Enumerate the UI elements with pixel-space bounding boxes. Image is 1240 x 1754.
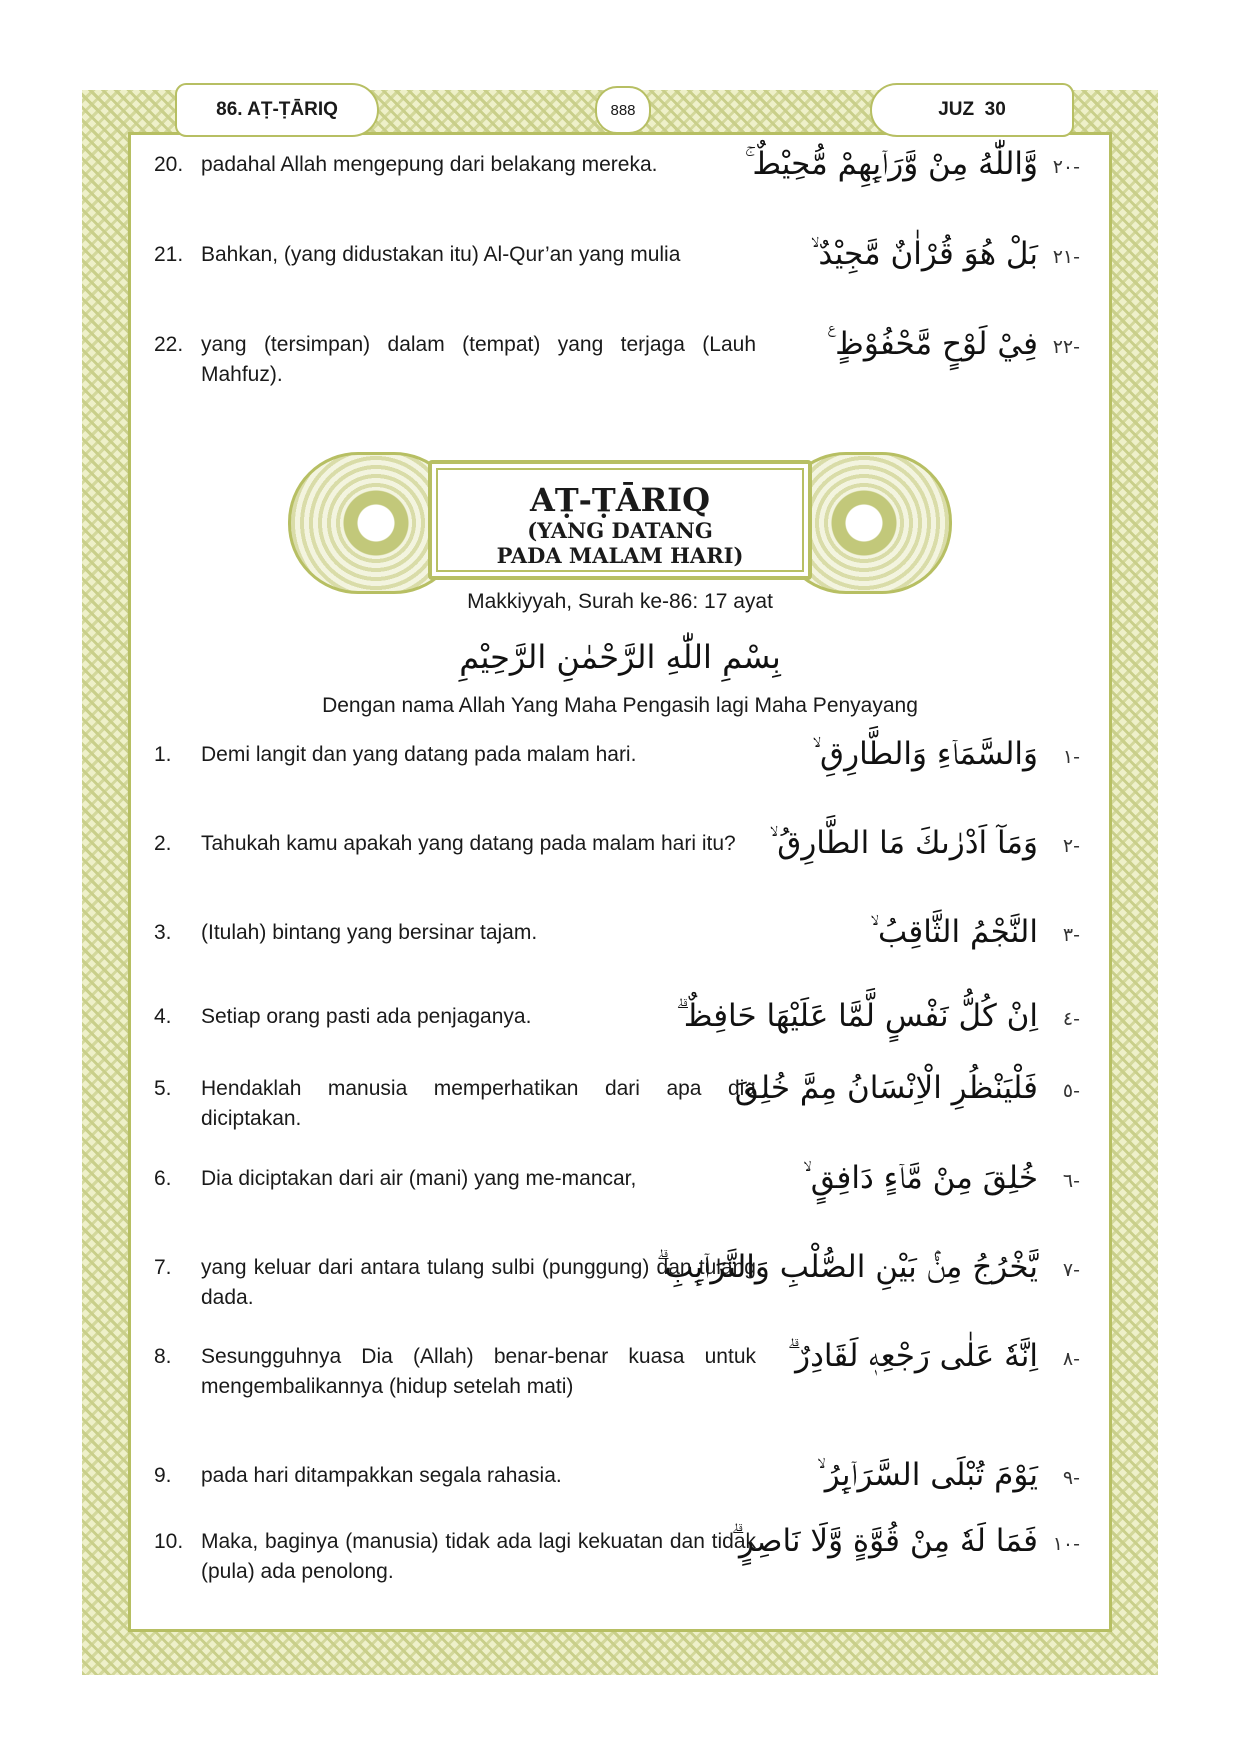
verse-arabic-text: يَوْمَ تُبْلَى السَّرَاۤىِٕرُ ۙ	[816, 1457, 1038, 1493]
surah-title-box	[428, 460, 812, 580]
verse-arabic-number: -٢١	[1052, 246, 1080, 268]
verse-translation: yang keluar dari antara tulang sulbi (punggung) dan tulang dada.	[201, 1256, 756, 1309]
header-juz-label	[870, 83, 1074, 137]
verse-arabic-text: فِيْ لَوْحٍ مَّحْفُوْظٍ ࣖ	[827, 326, 1038, 362]
verse-arabic-number: -٢٠	[1052, 156, 1080, 178]
verse-translation: pada hari ditampakkan segala rahasia.	[201, 1464, 562, 1487]
verse-arabic-number: -٣	[1062, 924, 1080, 946]
verse-translation: Hendaklah manusia memperhatikan dari apa dia diciptakan.	[201, 1077, 756, 1130]
verse-number: 8.	[154, 1345, 172, 1368]
verse-arabic-text: خُلِقَ مِنْ مَّاۤءٍ دَافِقٍ ۙ	[802, 1160, 1038, 1196]
basmala-translation: Dengan nama Allah Yang Maha Pengasih lagi Maha Penyayang	[322, 694, 918, 717]
verse-translation: Setiap orang pasti ada penjaganya.	[201, 1005, 532, 1028]
header-juz-text: JUZ 30	[938, 99, 1006, 120]
verse-arabic-number: -١	[1062, 746, 1080, 768]
verse-number: 7.	[154, 1256, 172, 1279]
header-surah-text: 86. AṬ-ṬĀRIQ	[216, 99, 338, 120]
verse-arabic-number: -٦	[1062, 1170, 1080, 1192]
verse-translation: Bahkan, (yang didustakan itu) Al-Qur’an yang mulia	[201, 243, 681, 266]
verse-number: 20.	[154, 153, 184, 176]
verse-number: 9.	[154, 1464, 172, 1487]
header-surah-label	[175, 83, 379, 137]
verse-number: 22.	[154, 333, 184, 356]
verse-arabic-text: يَّخْرُجُ مِنْۢ بَيْنِ الصُّلْبِ وَالتَّرَاۤىِٕبِ ۗ	[656, 1249, 1038, 1285]
verse-translation: Dia diciptakan dari air (mani) yang me-mancar,	[201, 1167, 637, 1190]
surah-title-banner	[288, 452, 952, 588]
verse-number: 3.	[154, 921, 172, 944]
verse-translation: Tahukah kamu apakah yang datang pada malam hari itu?	[201, 832, 736, 855]
page-number	[595, 86, 651, 134]
verse-arabic-number: -٢٢	[1052, 336, 1080, 358]
verse-number: 10.	[154, 1530, 184, 1553]
verse-arabic-text: فَلْيَنْظُرِ الْاِنْسَانُ مِمَّ خُلِقَ	[734, 1070, 1038, 1106]
verse-number: 5.	[154, 1077, 172, 1100]
verse-translation: yang (tersimpan) dalam (tempat) yang terjaga (Lauh Mahfuz).	[201, 333, 756, 386]
verse-arabic-text: وَّاللّٰهُ مِنْ وَّرَاۤىِٕهِمْ مُّحِيْطٌ ۚ	[744, 146, 1038, 182]
surah-info: Makkiyyah, Surah ke-86: 17 ayat	[467, 590, 773, 613]
verse-arabic-text: بَلْ هُوَ قُرْاٰنٌ مَّجِيْدٌ ۙ	[810, 236, 1038, 272]
verse-translation: padahal Allah mengepung dari belakang mereka.	[201, 153, 658, 176]
surah-name: AṬ-ṬĀRIQ	[530, 481, 710, 519]
page-number-text: 888	[610, 101, 636, 119]
verse-number: 1.	[154, 743, 172, 766]
surah-meaning-line1: (YANG DATANG	[527, 518, 713, 543]
verse-translation: Maka, baginya (manusia) tidak ada lagi kekuatan dan tidak (pula) ada penolong.	[201, 1530, 756, 1583]
verse-number: 6.	[154, 1167, 172, 1190]
verse-arabic-text: النَّجْمُ الثَّاقِبُ ۙ	[870, 914, 1038, 950]
verse-arabic-number: -٤	[1062, 1008, 1080, 1030]
verse-number: 2.	[154, 832, 172, 855]
verse-arabic-number: -٩	[1062, 1467, 1080, 1489]
verse-arabic-number: -٨	[1062, 1348, 1080, 1370]
verse-arabic-number: -١٠	[1052, 1533, 1080, 1555]
verse-arabic-number: -٢	[1062, 835, 1080, 857]
verse-arabic-text: فَمَا لَهٗ مِنْ قُوَّةٍ وَّلَا نَاصِرٍ ۗ	[731, 1523, 1038, 1559]
surah-meaning-line2: PADA MALAM HARI)	[496, 543, 744, 568]
verse-translation: Sesungguhnya Dia (Allah) benar-benar kuasa untuk mengembalikannya (hidup setelah mati)	[201, 1345, 756, 1398]
verse-arabic-text: اِنَّهٗ عَلٰى رَجْعِهٖ لَقَادِرٌ ۗ	[787, 1338, 1038, 1374]
verse-arabic-number: -٧	[1062, 1259, 1080, 1281]
verse-translation: (Itulah) bintang yang bersinar tajam.	[201, 921, 538, 944]
verse-arabic-text: وَمَآ اَدْرٰىكَ مَا الطَّارِقُ ۙ	[769, 825, 1038, 861]
verse-number: 21.	[154, 243, 184, 266]
verse-arabic-text: اِنْ كُلُّ نَفْسٍ لَّمَّا عَلَيْهَا حَافِظٌ ۗ	[676, 998, 1038, 1034]
verse-arabic-text: وَالسَّمَاۤءِ وَالطَّارِقِ ۙ	[812, 736, 1038, 772]
verse-number: 4.	[154, 1005, 172, 1028]
verse-translation: Demi langit dan yang datang pada malam hari.	[201, 743, 637, 766]
verse-arabic-number: -٥	[1062, 1080, 1080, 1102]
basmala: بِسْمِ اللّٰهِ الرَّحْمٰنِ الرَّحِيْمِ	[459, 638, 781, 676]
